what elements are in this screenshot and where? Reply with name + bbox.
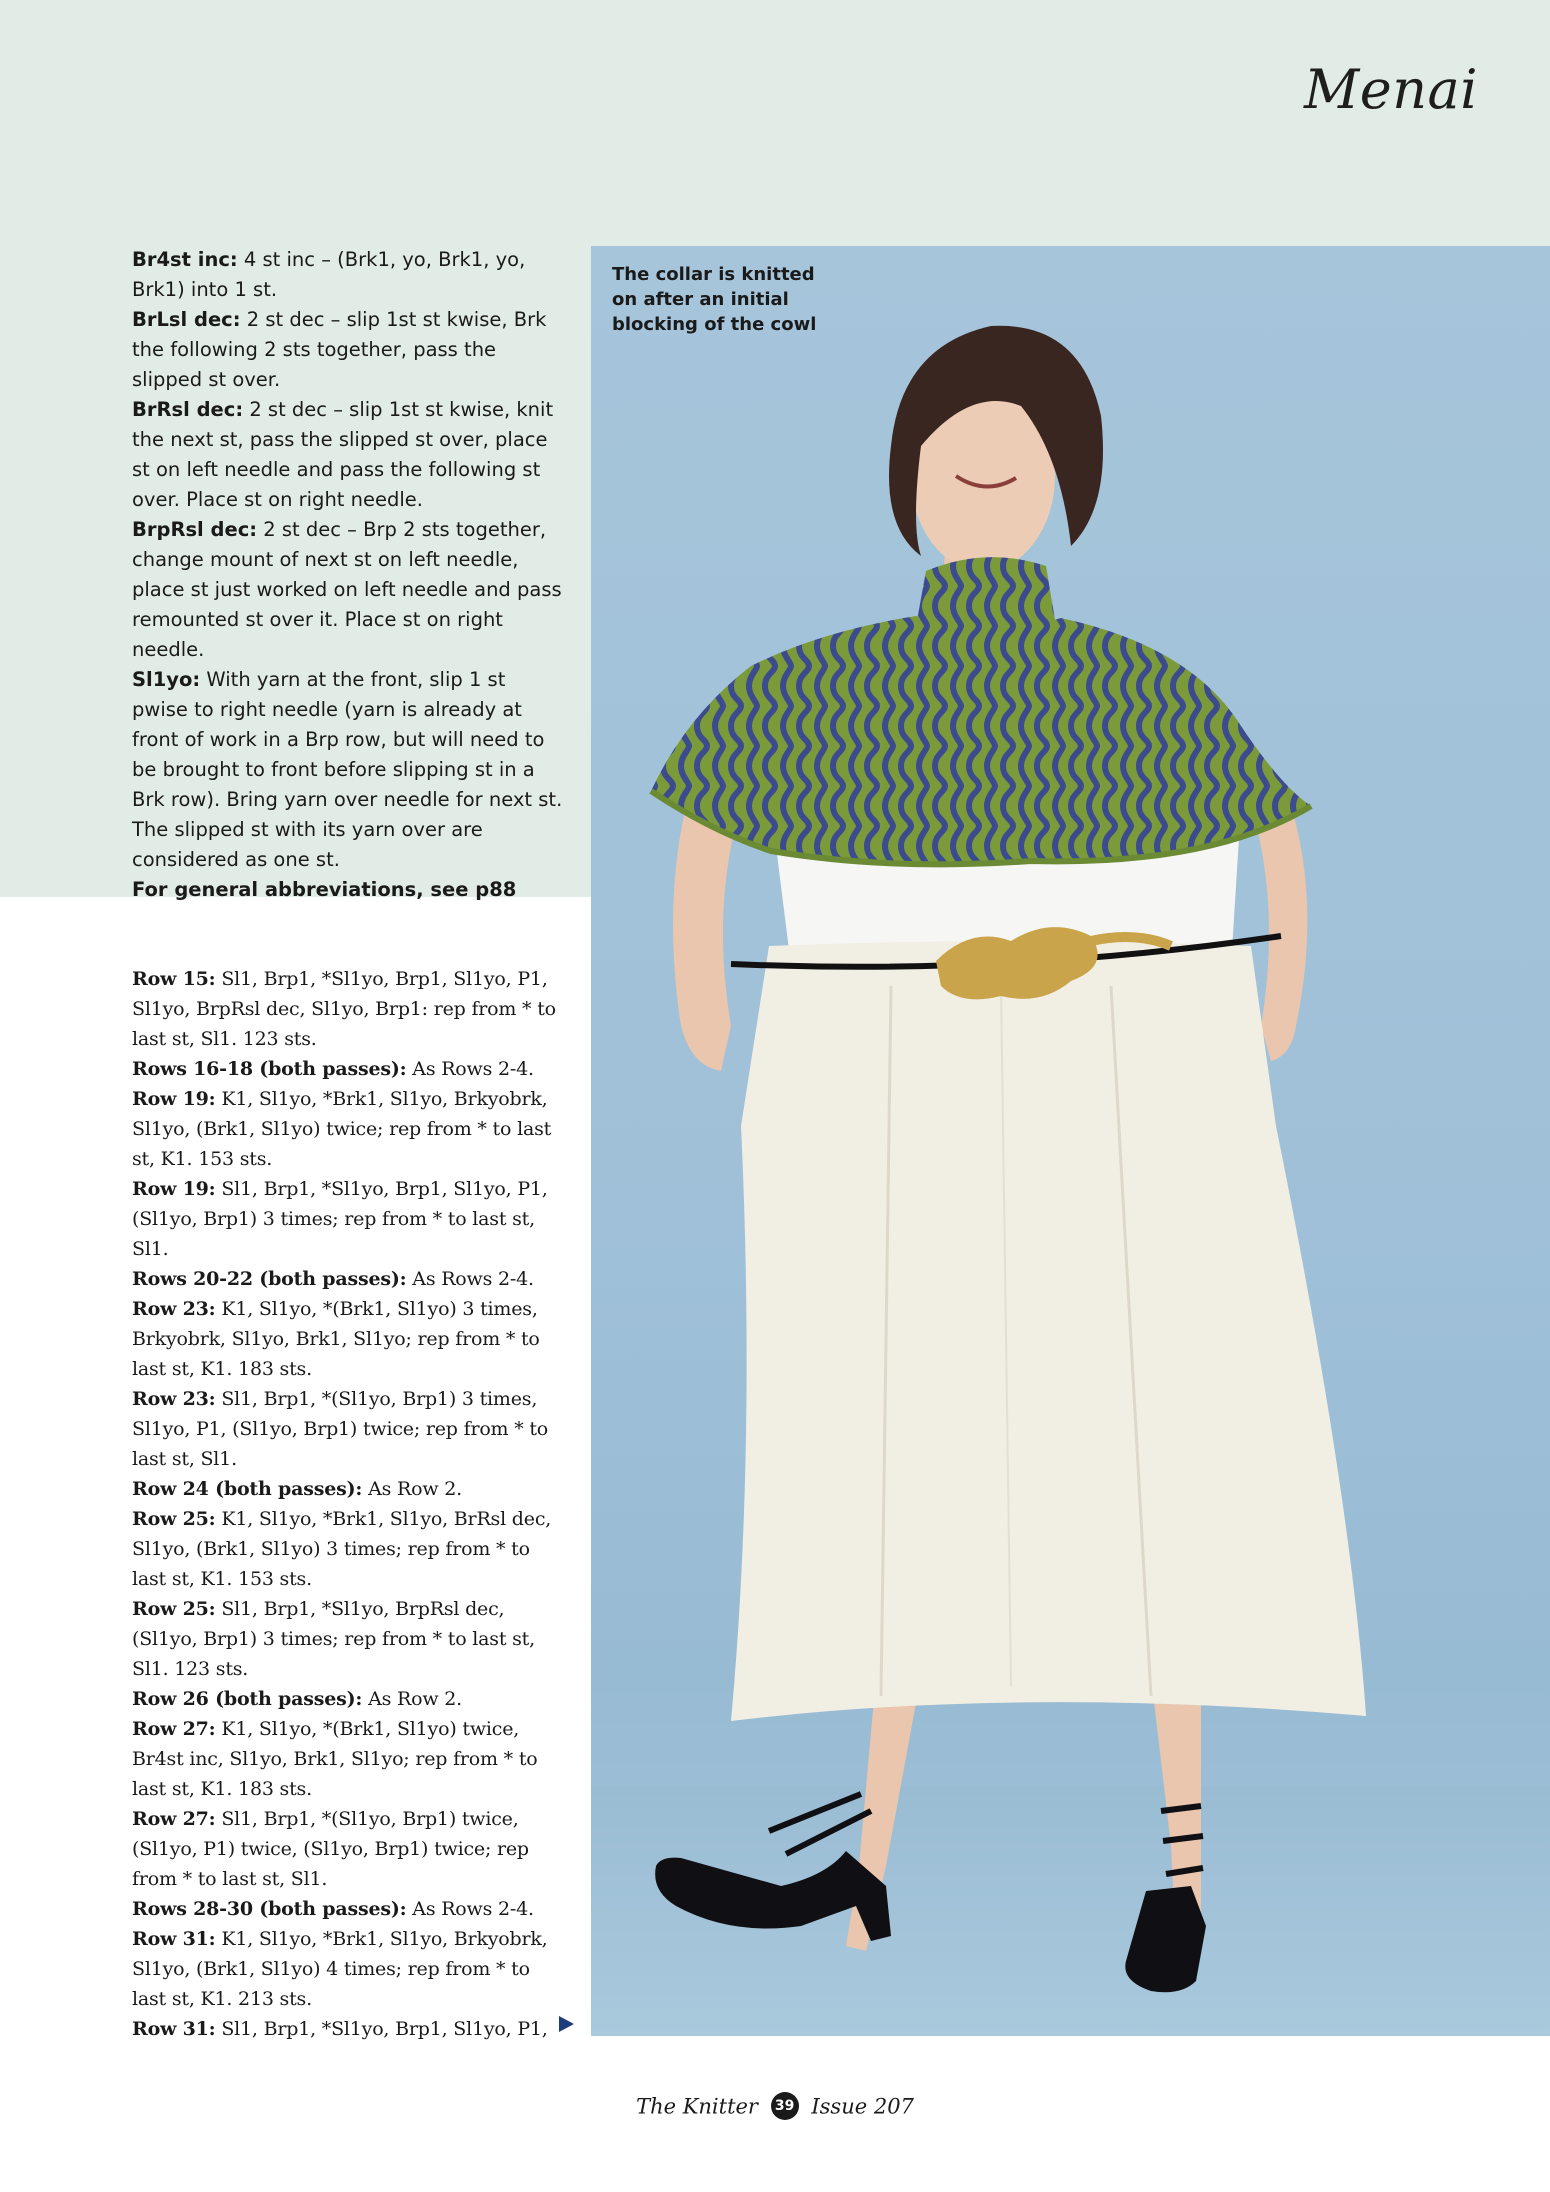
pattern-row: Row 26 (both passes): As Row 2. — [132, 1688, 462, 1710]
pattern-row: Row 25: K1, Sl1yo, *Brk1, Sl1yo, BrRsl dec, Sl1yo, (Brk1, Sl1yo) 3 times; rep from * to last st, K1. 153 sts. — [132, 1508, 552, 1590]
pattern-instructions — [132, 964, 562, 2044]
pattern-row: Row 27: K1, Sl1yo, *(Brk1, Sl1yo) twice, Br4st inc, Sl1yo, Brk1, Sl1yo; rep from * to last st, K1. 183 sts. — [132, 1718, 538, 1800]
photo-caption: The collar is knitted on after an initial blocking of the cowl — [612, 264, 817, 335]
issue-number: Issue 207 — [811, 2094, 914, 2119]
abbreviation-entry: BrpRsl dec: 2 st dec – Brp 2 sts together, change mount of next st on left needle, place st just worked on left needle and pass remounted st over it. Place st on right needle. — [132, 518, 562, 661]
abbreviation-entry: BrRsl dec: 2 st dec – slip 1st st kwise, knit the next st, pass the slipped st over, place st on left needle and pass the following st over. Place st on right needle. — [132, 398, 554, 511]
pattern-row: Row 19: Sl1, Brp1, *Sl1yo, Brp1, Sl1yo, P1, (Sl1yo, Brp1) 3 times; rep from * to last st, Sl1. — [132, 1178, 548, 1260]
abbreviation-entry: BrLsl dec: 2 st dec – slip 1st st kwise, Brk the following 2 sts together, pass the slipped st over. — [132, 308, 547, 391]
magazine-name: The Knitter — [636, 2094, 758, 2119]
pattern-row: Rows 16-18 (both passes): As Rows 2-4. — [132, 1058, 534, 1080]
page-title: Menai — [1304, 58, 1478, 121]
continue-arrow-icon — [559, 2016, 574, 2032]
abbreviation-entry: Sl1yo: With yarn at the front, slip 1 st pwise to right needle (yarn is already at front of work in a Brp row, but will need to be brought to front before slipping st in a Brk row). Bring yarn over needle for next st. The slipped st with its yarn over are considered as one st. — [132, 668, 563, 871]
pattern-row: Row 15: Sl1, Brp1, *Sl1yo, Brp1, Sl1yo, P1, Sl1yo, BrpRsl dec, Sl1yo, Brp1: rep from * to last st, Sl1. 123 sts. — [132, 968, 556, 1050]
model-photo — [591, 246, 1550, 2036]
model-illustration — [591, 246, 1550, 2036]
pattern-row: Row 31: K1, Sl1yo, *Brk1, Sl1yo, Brkyobrk, Sl1yo, (Brk1, Sl1yo) 4 times; rep from * to last st, K1. 213 sts. — [132, 1928, 548, 2010]
general-abbreviations-note: For general abbreviations, see p88 — [132, 878, 517, 901]
page-number: 39 — [771, 2092, 799, 2120]
page-footer — [0, 2094, 1550, 2122]
pattern-row: Row 25: Sl1, Brp1, *Sl1yo, BrpRsl dec, (Sl1yo, Brp1) 3 times; rep from * to last st, Sl1. 123 sts. — [132, 1598, 535, 1680]
abbreviations-block — [132, 245, 567, 905]
pattern-row: Row 23: K1, Sl1yo, *(Brk1, Sl1yo) 3 times, Brkyobrk, Sl1yo, Brk1, Sl1yo; rep from * to last st, K1. 183 sts. — [132, 1298, 540, 1380]
pattern-row: Row 19: K1, Sl1yo, *Brk1, Sl1yo, Brkyobrk, Sl1yo, (Brk1, Sl1yo) twice; rep from * to last st, K1. 153 sts. — [132, 1088, 552, 1170]
abbreviation-entry: Br4st inc: 4 st inc – (Brk1, yo, Brk1, yo, Brk1) into 1 st. — [132, 248, 526, 301]
pattern-row: Rows 28-30 (both passes): As Rows 2-4. — [132, 1898, 534, 1920]
pattern-row: Row 27: Sl1, Brp1, *(Sl1yo, Brp1) twice, (Sl1yo, P1) twice, (Sl1yo, Brp1) twice; rep from * to last st, Sl1. — [132, 1808, 529, 1890]
pattern-row: Row 24 (both passes): As Row 2. — [132, 1478, 462, 1500]
pattern-row: Rows 20-22 (both passes): As Rows 2-4. — [132, 1268, 534, 1290]
pattern-row: Row 31: Sl1, Brp1, *Sl1yo, Brp1, Sl1yo, P1, — [132, 2018, 548, 2040]
pattern-row: Row 23: Sl1, Brp1, *(Sl1yo, Brp1) 3 times, Sl1yo, P1, (Sl1yo, Brp1) twice; rep from * to last st, Sl1. — [132, 1388, 549, 1470]
